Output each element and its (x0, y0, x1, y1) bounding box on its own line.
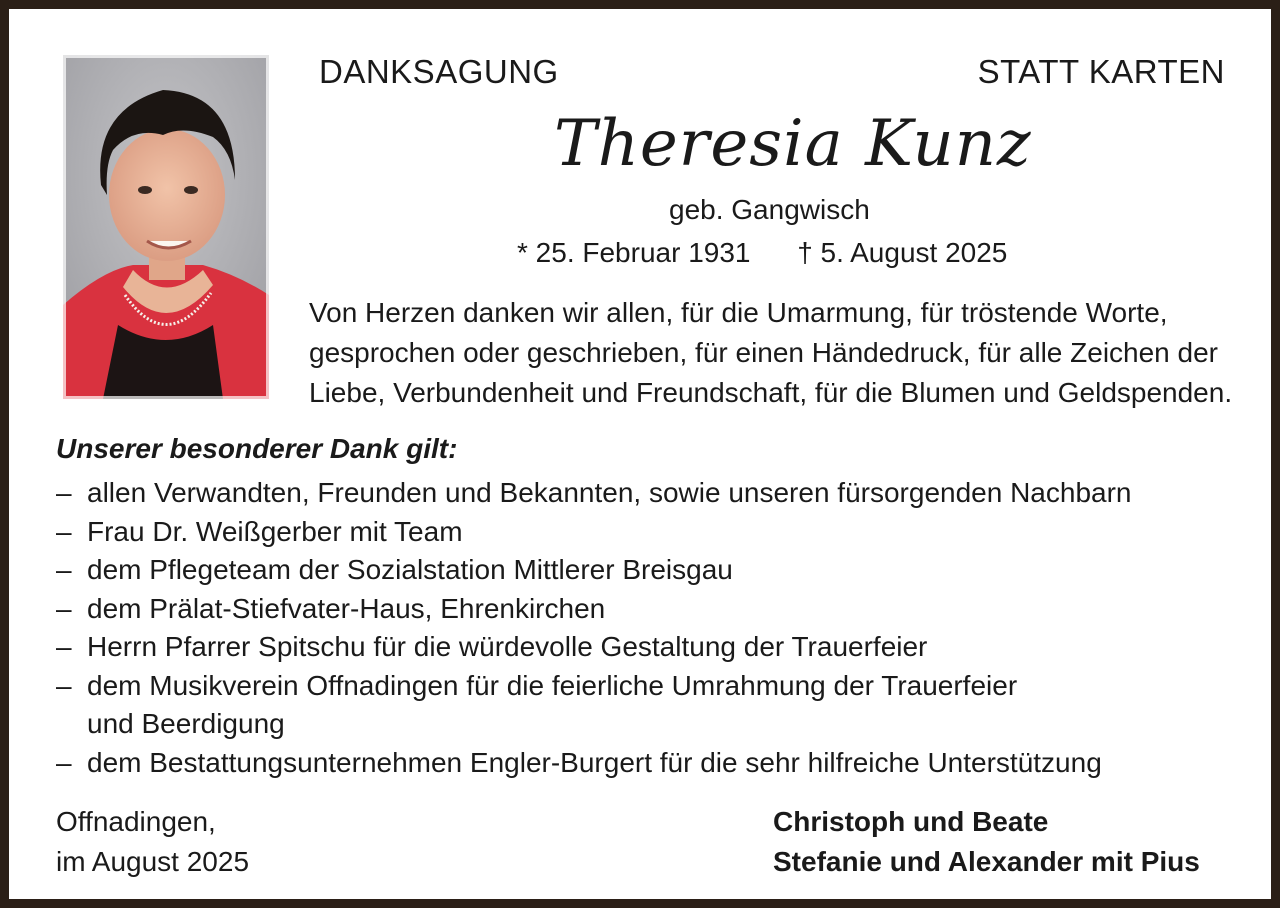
list-item-text: allen Verwandten, Freunden und Bekannten, sowie unseren fürsorgenden Nachbarn (87, 477, 1132, 508)
birth-date: * 25. Februar 1931 (517, 237, 751, 268)
death-date: † 5. August 2025 (797, 237, 1008, 268)
list-item (56, 628, 1256, 667)
list-item-text: Herrn Pfarrer Spitschu für die würdevolle Gestaltung der Trauerfeier (87, 631, 928, 662)
intro-line: Liebe, Verbundenheit und Freundschaft, für die Blumen und Geldspenden. (309, 377, 1233, 408)
list-item (56, 551, 1256, 590)
list-item-text: dem Bestattungsunternehmen Engler-Burgert für die sehr hilfreiche Unterstützung (87, 746, 1102, 778)
list-dash: – (56, 592, 72, 624)
place-date (56, 802, 249, 882)
list-dash: – (56, 631, 72, 662)
intro-line: Von Herzen danken wir allen, für die Umarmung, für tröstende Worte, (309, 297, 1168, 328)
list-item (56, 590, 1256, 629)
list-dash: – (56, 669, 72, 701)
header-statt-karten: STATT KARTEN (977, 53, 1225, 90)
list-item-text: Frau Dr. Weißgerber mit Team (87, 515, 463, 547)
list-item-text: dem Musikverein Offnadingen für die feierliche Umrahmung der Trauerfeier (87, 669, 1018, 701)
date-line: im August 2025 (56, 846, 250, 877)
list-item (56, 513, 1256, 552)
life-dates (517, 237, 1007, 269)
date-spacer (751, 237, 798, 268)
list-dash: – (56, 477, 72, 508)
list-item (56, 474, 1256, 513)
portrait-photo (63, 55, 269, 399)
list-item-continuation (56, 705, 1256, 744)
signer-line: Christoph und Beate (773, 806, 1049, 837)
place-line: Offnadingen, (56, 806, 216, 837)
list-dash: – (56, 554, 72, 585)
list-item-text: dem Pflegeteam der Sozialstation Mittlerer Breisgau (87, 554, 733, 585)
signer-line: Stefanie und Alexander mit Pius (773, 846, 1200, 877)
list-item-text: dem Prälat-Stiefvater-Haus, Ehrenkirchen (87, 592, 606, 624)
list-item-text: und Beerdigung (87, 708, 285, 739)
intro-text (309, 293, 1249, 413)
intro-line: gesprochen oder geschrieben, für einen Händedruck, für alle Zeichen der (309, 337, 1219, 368)
deceased-name: Theresia Kunz (554, 107, 1032, 181)
thanks-list (56, 474, 1256, 782)
signers (773, 802, 1200, 882)
list-item (56, 744, 1256, 783)
list-dash: – (56, 515, 72, 547)
thanks-title: Unserer besonderer Dank gilt: (56, 433, 458, 464)
list-dash: – (56, 746, 72, 778)
birth-name: geb. Gangwisch (669, 194, 870, 225)
header-danksagung: DANKSAGUNG (319, 53, 559, 90)
list-item (56, 667, 1256, 706)
